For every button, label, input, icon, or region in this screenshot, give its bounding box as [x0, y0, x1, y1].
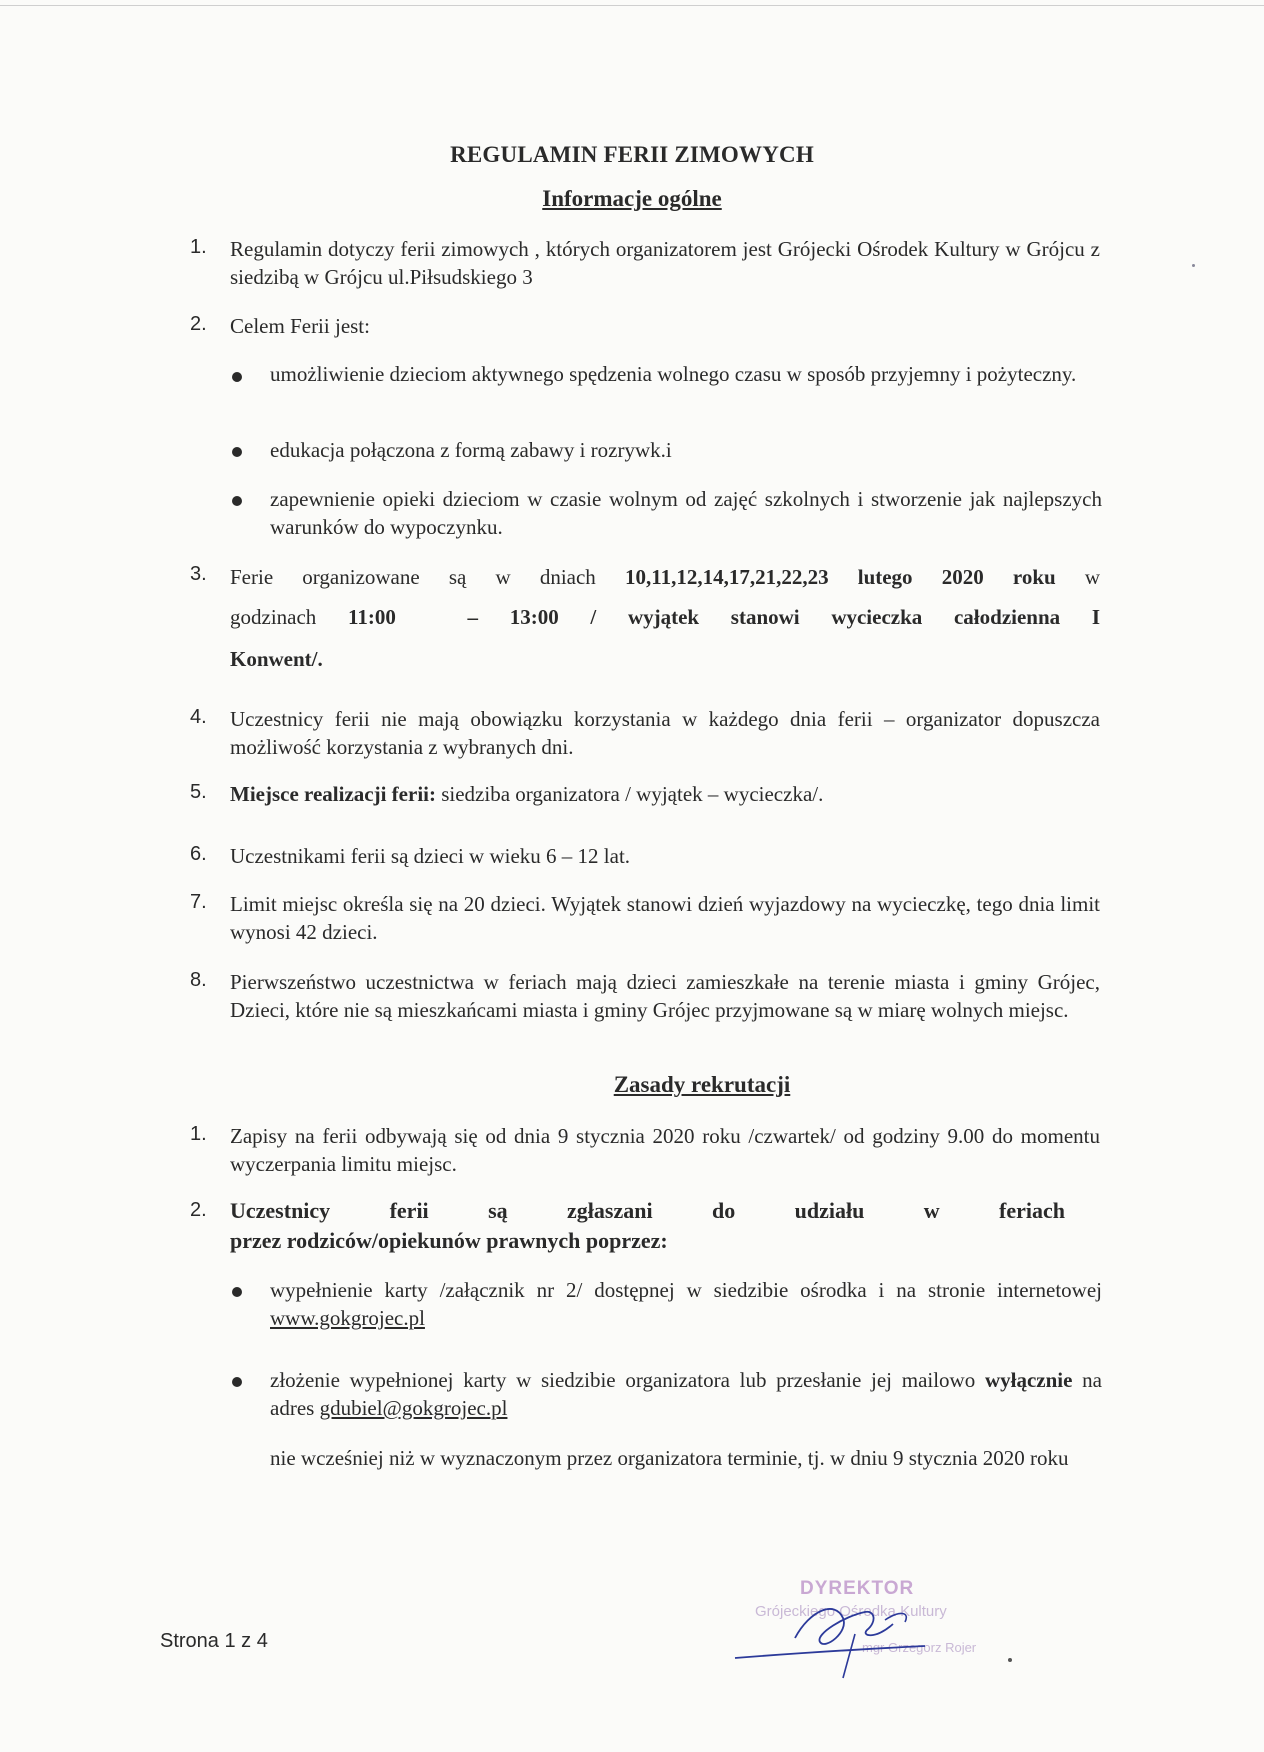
- stamp-institution: Grójeckiego Ośrodka Kultury: [755, 1603, 947, 1620]
- bullet-icon: [232, 1377, 242, 1387]
- item-number: 2.: [190, 313, 207, 335]
- goal-bullet-1: umożliwienie dzieciom aktywnego spędzenia wolnego czasu w sposób przyjemny i pożyteczny.: [270, 362, 1077, 386]
- exclusive-word: wyłącznie: [984, 1368, 1073, 1392]
- speck: [1192, 264, 1195, 267]
- general-item-3-line2: [230, 602, 1100, 632]
- trip-note: Konwent/.: [230, 647, 323, 671]
- dates-intro: Ferie organizowane są w dniach: [230, 565, 596, 589]
- recruit-item-2-line2: przez rodziców/opiekunów prawnych poprzez:: [230, 1228, 668, 1253]
- general-item-3-line1: [230, 562, 1100, 592]
- general-item-2: Celem Ferii jest:: [230, 314, 370, 338]
- document-title: REGULAMIN FERII ZIMOWYCH: [450, 142, 814, 167]
- goal-bullet-3: zapewnienie opieki dzieciom w czasie wolnym od zajęć szkolnych i stworzenie jak najlepszych warunków do wypoczynku.: [270, 487, 1102, 539]
- address-text: na adres: [270, 1368, 1102, 1420]
- form-text: wypełnienie karty /załącznik nr 2/ dostępnej w siedzibie ośrodka i na stronie internetowej: [270, 1278, 1102, 1302]
- general-item-1: Regulamin dotyczy ferii zimowych , których organizatorem jest Grójecki Ośrodek Kultury w Grójcu z siedzibą w Grójcu ul.Piłsudskiego 3: [230, 237, 1100, 289]
- item-number: 5.: [190, 781, 207, 803]
- section-heading-recruitment: Zasady rekrutacji: [613, 1072, 791, 1097]
- general-item-3-line3: [230, 644, 1100, 674]
- item-number: 3.: [190, 563, 207, 585]
- page-edge-line: [0, 5, 1264, 6]
- item-number: 1.: [190, 1123, 207, 1145]
- general-item-6: Uczestnikami ferii są dzieci w wieku 6 – 12 lat.: [230, 844, 631, 868]
- speck: [1008, 1658, 1012, 1662]
- hours-end: – 13:00 / wyjątek stanowi wycieczka całodzienna I: [467, 605, 1101, 629]
- email-link[interactable]: gdubiel@gokgrojec.pl: [319, 1396, 508, 1420]
- dates-tail: w: [1084, 565, 1101, 589]
- dates-value: 10,11,12,14,17,21,22,23 lutego 2020 roku: [624, 565, 1056, 589]
- general-item-7: Limit miejsc określa się na 20 dzieci. Wyjątek stanowi dzień wyjazdowy na wycieczkę, tego dnia limit wynosi 42 dzieci.: [230, 892, 1100, 944]
- item-number: 4.: [190, 706, 207, 728]
- location-value: siedziba organizatora / wyjątek – wycieczka/.: [435, 782, 824, 806]
- recruit-note: nie wcześniej niż w wyznaczonym przez organizatora terminie, tj. w dniu 9 stycznia 2020 roku: [270, 1446, 1069, 1470]
- hours-start: 11:00: [348, 605, 396, 629]
- general-item-4: Uczestnicy ferii nie mają obowiązku korzystania w każdego dnia ferii – organizator dopuszcza możliwość korzystania z wybranych dni.: [230, 707, 1100, 759]
- section-heading-general: Informacje ogólne: [542, 186, 722, 211]
- handwritten-signature: [725, 1590, 965, 1680]
- item-number: 7.: [190, 891, 207, 913]
- recruit-bullet-1: [270, 1276, 1102, 1332]
- item-number: 8.: [190, 969, 207, 991]
- item-number: 1.: [190, 236, 207, 258]
- bullet-icon: [232, 372, 242, 382]
- bullet-icon: [232, 447, 242, 457]
- bullet-icon: [232, 1287, 242, 1297]
- goal-bullet-2: edukacja połączona z formą zabawy i rozrywk.i: [270, 438, 672, 462]
- recruit-item-1: Zapisy na ferii odbywają się od dnia 9 stycznia 2020 roku /czwartek/ od godziny 9.00 do momentu wyczerpania limitu miejsc.: [230, 1124, 1100, 1176]
- hours-intro: godzinach: [230, 605, 317, 629]
- general-item-5: [230, 780, 1100, 808]
- item-number: 6.: [190, 843, 207, 865]
- recruit-item-2-line1: Uczestnicy ferii są zgłaszani do udziału w feriach: [230, 1198, 1065, 1223]
- stamp-name: mgr Grzegorz Rojer: [862, 1640, 977, 1655]
- page-number: Strona 1 z 4: [160, 1630, 268, 1652]
- website-link[interactable]: www.gokgrojec.pl: [270, 1306, 425, 1330]
- general-item-8: Pierwszeństwo uczestnictwa w feriach mają dzieci zamieszkałe na terenie miasta i gminy Grójec, Dzieci, które nie są mieszkańcami miasta i gminy Grójec przyjmowane są w miarę wolnych miejsc.: [230, 970, 1100, 1022]
- stamp-title: DYREKTOR: [800, 1578, 915, 1599]
- item-number: 2.: [190, 1199, 207, 1221]
- bullet-icon: [232, 496, 242, 506]
- recruit-bullet-2: [270, 1366, 1102, 1422]
- submit-text: złożenie wypełnionej karty w siedzibie organizatora lub przesłanie jej mailowo: [270, 1368, 985, 1392]
- location-label: Miejsce realizacji ferii:: [230, 782, 436, 806]
